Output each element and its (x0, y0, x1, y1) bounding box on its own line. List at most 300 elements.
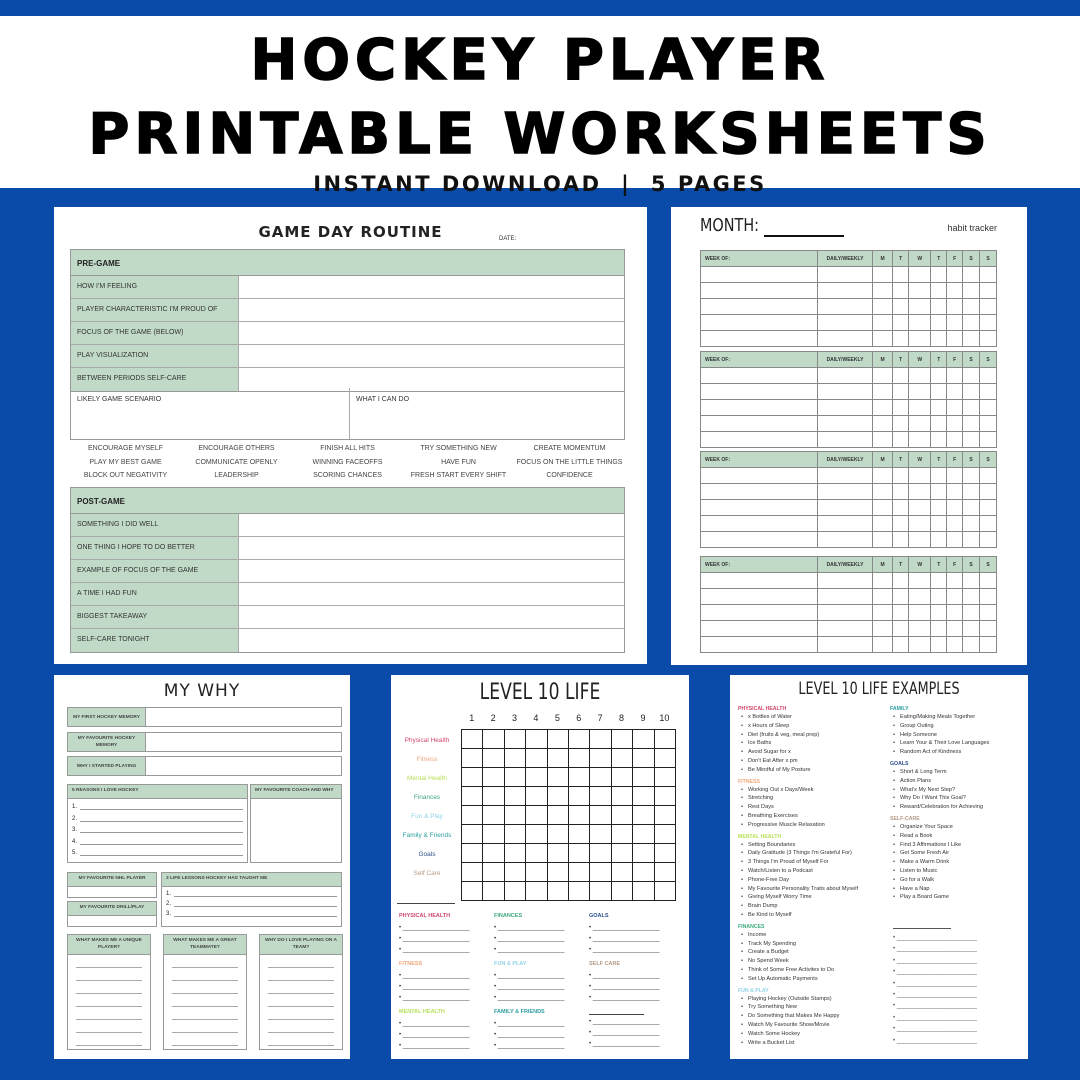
goal-bullet-line[interactable]: • ____________________ (494, 947, 565, 953)
grid-cell[interactable] (633, 768, 654, 787)
grid-cell[interactable] (568, 863, 589, 882)
checkbox-cell[interactable] (893, 532, 909, 548)
checkbox-cell[interactable] (893, 368, 909, 384)
checkbox-cell[interactable] (873, 416, 893, 432)
grid-cell[interactable] (611, 806, 632, 825)
grid-cell[interactable] (633, 787, 654, 806)
grid-cell[interactable] (483, 749, 504, 768)
reason-line[interactable] (72, 827, 243, 833)
goal-bullet-line[interactable]: • ____________________ (399, 973, 470, 979)
grid-cell[interactable] (483, 882, 504, 901)
habit-text-cell[interactable] (818, 621, 873, 637)
checkbox-cell[interactable] (893, 516, 909, 532)
checkbox-cell[interactable] (980, 621, 997, 637)
grid-cell[interactable] (590, 806, 611, 825)
lesson-line[interactable] (166, 911, 337, 917)
checkbox-cell[interactable] (931, 516, 947, 532)
grid-cell[interactable] (633, 749, 654, 768)
grid-cell[interactable] (547, 825, 568, 844)
checkbox-cell[interactable] (873, 368, 893, 384)
checkbox-cell[interactable] (893, 267, 909, 283)
grid-cell[interactable] (611, 882, 632, 901)
habit-text-cell[interactable] (818, 637, 873, 653)
grid-cell[interactable] (633, 844, 654, 863)
habit-text-cell[interactable] (818, 532, 873, 548)
checkbox-cell[interactable] (963, 432, 980, 448)
checkbox-cell[interactable] (931, 621, 947, 637)
checkbox-cell[interactable] (980, 484, 997, 500)
habit-text-cell[interactable] (701, 283, 818, 299)
checkbox-cell[interactable] (963, 331, 980, 347)
goal-bullet-line[interactable]: • ____________________ (399, 984, 470, 990)
goal-bullet-line[interactable]: • ____________________ (589, 1030, 660, 1036)
row-field[interactable] (239, 583, 624, 605)
grid-cell[interactable] (568, 844, 589, 863)
checkbox-cell[interactable] (947, 605, 963, 621)
checkbox-cell[interactable] (931, 637, 947, 653)
grid-cell[interactable] (526, 806, 547, 825)
grid-cell[interactable] (654, 863, 675, 882)
unique-player-section[interactable] (67, 934, 151, 1050)
checkbox-cell[interactable] (931, 573, 947, 589)
habit-text-cell[interactable] (818, 331, 873, 347)
grid-cell[interactable] (633, 863, 654, 882)
grid-cell[interactable] (654, 749, 675, 768)
checkbox-cell[interactable] (980, 416, 997, 432)
grid-cell[interactable] (590, 768, 611, 787)
grid-cell[interactable] (526, 863, 547, 882)
reason-line[interactable] (72, 804, 243, 810)
row-field[interactable] (239, 299, 624, 321)
grid-cell[interactable] (568, 730, 589, 749)
grid-cell[interactable] (462, 749, 483, 768)
checkbox-cell[interactable] (947, 621, 963, 637)
habit-text-cell[interactable] (818, 299, 873, 315)
checkbox-cell[interactable] (893, 468, 909, 484)
goal-bullet-line[interactable]: • ____________________ (589, 973, 660, 979)
checkbox-cell[interactable] (909, 605, 931, 621)
why-started-box[interactable] (67, 756, 342, 776)
habit-text-cell[interactable] (701, 621, 818, 637)
grid-cell[interactable] (590, 844, 611, 863)
blank-bullet-line[interactable]: • ________________________ (893, 980, 977, 987)
checkbox-cell[interactable] (893, 416, 909, 432)
grid-cell[interactable] (483, 825, 504, 844)
grid-cell[interactable] (462, 882, 483, 901)
grid-cell[interactable] (483, 844, 504, 863)
habit-text-cell[interactable] (701, 299, 818, 315)
grid-cell[interactable] (462, 863, 483, 882)
checkbox-cell[interactable] (980, 468, 997, 484)
checkbox-cell[interactable] (873, 432, 893, 448)
habit-text-cell[interactable] (818, 573, 873, 589)
checkbox-cell[interactable] (909, 283, 931, 299)
grid-cell[interactable] (547, 863, 568, 882)
grid-cell[interactable] (526, 844, 547, 863)
checkbox-cell[interactable] (873, 384, 893, 400)
checkbox-cell[interactable] (963, 400, 980, 416)
grid-cell[interactable] (654, 787, 675, 806)
checkbox-cell[interactable] (947, 573, 963, 589)
checkbox-cell[interactable] (980, 516, 997, 532)
habit-text-cell[interactable] (701, 400, 818, 416)
checkbox-cell[interactable] (909, 267, 931, 283)
checkbox-cell[interactable] (893, 589, 909, 605)
checkbox-cell[interactable] (931, 400, 947, 416)
grid-cell[interactable] (590, 882, 611, 901)
grid-cell[interactable] (590, 787, 611, 806)
checkbox-cell[interactable] (963, 416, 980, 432)
great-teammate-section[interactable] (163, 934, 247, 1050)
grid-cell[interactable] (462, 806, 483, 825)
habit-text-cell[interactable] (701, 516, 818, 532)
habit-text-cell[interactable] (701, 315, 818, 331)
checkbox-cell[interactable] (947, 331, 963, 347)
habit-text-cell[interactable] (818, 605, 873, 621)
habit-text-cell[interactable] (818, 400, 873, 416)
blank-bullet-line[interactable]: • ________________________ (893, 992, 977, 999)
checkbox-cell[interactable] (873, 484, 893, 500)
habit-text-cell[interactable] (701, 637, 818, 653)
checkbox-cell[interactable] (873, 468, 893, 484)
grid-cell[interactable] (654, 768, 675, 787)
blank-bullet-line[interactable]: • ________________________ (893, 1037, 977, 1044)
checkbox-cell[interactable] (963, 368, 980, 384)
checkbox-cell[interactable] (893, 432, 909, 448)
checkbox-cell[interactable] (947, 400, 963, 416)
goal-bullet-line[interactable]: • ____________________ (494, 1021, 565, 1027)
blank-bullet-line[interactable]: • ________________________ (893, 957, 977, 964)
checkbox-cell[interactable] (873, 637, 893, 653)
checkbox-cell[interactable] (963, 500, 980, 516)
checkbox-cell[interactable] (909, 637, 931, 653)
checkbox-cell[interactable] (873, 605, 893, 621)
goal-bullet-line[interactable]: • ____________________ (494, 984, 565, 990)
habit-text-cell[interactable] (818, 468, 873, 484)
checkbox-cell[interactable] (980, 267, 997, 283)
blank-bullet-line[interactable]: • ________________________ (893, 946, 977, 953)
row-field[interactable] (239, 322, 624, 344)
goal-bullet-line[interactable]: • ____________________ (494, 1043, 565, 1049)
grid-cell[interactable] (590, 749, 611, 768)
grid-cell[interactable] (462, 787, 483, 806)
grid-cell[interactable] (654, 825, 675, 844)
goal-bullet-line[interactable]: • ____________________ (399, 1043, 470, 1049)
habit-text-cell[interactable] (818, 484, 873, 500)
checkbox-cell[interactable] (963, 484, 980, 500)
checkbox-cell[interactable] (873, 573, 893, 589)
nhl-player-section[interactable] (67, 872, 157, 898)
checkbox-cell[interactable] (909, 500, 931, 516)
checkbox-cell[interactable] (963, 299, 980, 315)
grid-cell[interactable] (504, 787, 525, 806)
checkbox-cell[interactable] (963, 267, 980, 283)
blank-bullet-line[interactable]: • ________________________ (893, 1014, 977, 1021)
checkbox-cell[interactable] (947, 500, 963, 516)
habit-text-cell[interactable] (701, 500, 818, 516)
habit-text-cell[interactable] (701, 368, 818, 384)
drill-section[interactable] (67, 901, 157, 927)
month-input-line[interactable] (764, 235, 844, 237)
checkbox-cell[interactable] (931, 605, 947, 621)
habit-text-cell[interactable] (818, 516, 873, 532)
row-field[interactable] (239, 537, 624, 559)
grid-cell[interactable] (526, 730, 547, 749)
row-field[interactable] (239, 514, 624, 536)
checkbox-cell[interactable] (980, 573, 997, 589)
grid-cell[interactable] (483, 806, 504, 825)
checkbox-cell[interactable] (893, 605, 909, 621)
goal-bullet-line[interactable]: • ____________________ (399, 947, 470, 953)
goal-bullet-line[interactable]: • ____________________ (399, 936, 470, 942)
grid-cell[interactable] (504, 844, 525, 863)
grid-cell[interactable] (633, 806, 654, 825)
checkbox-cell[interactable] (963, 637, 980, 653)
habit-text-cell[interactable] (818, 368, 873, 384)
checkbox-cell[interactable] (963, 589, 980, 605)
checkbox-cell[interactable] (931, 331, 947, 347)
custom-header-line[interactable] (589, 1009, 644, 1015)
habit-text-cell[interactable] (701, 267, 818, 283)
checkbox-cell[interactable] (893, 573, 909, 589)
checkbox-cell[interactable] (980, 532, 997, 548)
checkbox-cell[interactable] (909, 299, 931, 315)
reason-line[interactable] (72, 816, 243, 822)
grid-cell[interactable] (547, 844, 568, 863)
checkbox-cell[interactable] (963, 621, 980, 637)
checkbox-cell[interactable] (980, 315, 997, 331)
habit-text-cell[interactable] (701, 589, 818, 605)
checkbox-cell[interactable] (931, 416, 947, 432)
grid-cell[interactable] (568, 749, 589, 768)
grid-cell[interactable] (633, 825, 654, 844)
checkbox-cell[interactable] (947, 315, 963, 331)
checkbox-cell[interactable] (931, 432, 947, 448)
grid-cell[interactable] (462, 730, 483, 749)
lesson-line[interactable] (166, 891, 337, 897)
checkbox-cell[interactable] (909, 400, 931, 416)
habit-text-cell[interactable] (701, 416, 818, 432)
checkbox-cell[interactable] (931, 484, 947, 500)
checkbox-cell[interactable] (931, 315, 947, 331)
checkbox-cell[interactable] (893, 500, 909, 516)
checkbox-cell[interactable] (963, 516, 980, 532)
checkbox-cell[interactable] (947, 283, 963, 299)
habit-text-cell[interactable] (818, 500, 873, 516)
checkbox-cell[interactable] (980, 589, 997, 605)
blank-bullet-line[interactable]: • ________________________ (893, 969, 977, 976)
habit-text-cell[interactable] (818, 416, 873, 432)
checkbox-cell[interactable] (931, 384, 947, 400)
grid-cell[interactable] (654, 730, 675, 749)
checkbox-cell[interactable] (947, 468, 963, 484)
grid-cell[interactable] (462, 844, 483, 863)
checkbox-cell[interactable] (931, 267, 947, 283)
goal-bullet-line[interactable]: • ____________________ (494, 925, 565, 931)
habit-text-cell[interactable] (701, 331, 818, 347)
goal-bullet-line[interactable]: • ____________________ (494, 973, 565, 979)
checkbox-cell[interactable] (873, 400, 893, 416)
grid-cell[interactable] (568, 825, 589, 844)
checkbox-cell[interactable] (947, 516, 963, 532)
checkbox-cell[interactable] (909, 368, 931, 384)
goal-bullet-line[interactable]: • ____________________ (589, 947, 660, 953)
grid-cell[interactable] (611, 768, 632, 787)
checkbox-cell[interactable] (947, 384, 963, 400)
habit-text-cell[interactable] (818, 315, 873, 331)
checkbox-cell[interactable] (963, 573, 980, 589)
checkbox-cell[interactable] (963, 283, 980, 299)
grid-cell[interactable] (611, 863, 632, 882)
grid-cell[interactable] (590, 863, 611, 882)
habit-text-cell[interactable] (701, 384, 818, 400)
blank-bullet-line[interactable]: • ________________________ (893, 1026, 977, 1033)
grid-cell[interactable] (483, 863, 504, 882)
favourite-memory-box[interactable] (67, 732, 342, 752)
checkbox-cell[interactable] (909, 573, 931, 589)
blank-bullet-line[interactable]: • ________________________ (893, 1003, 977, 1010)
checkbox-cell[interactable] (963, 384, 980, 400)
grid-cell[interactable] (654, 882, 675, 901)
checkbox-cell[interactable] (893, 283, 909, 299)
checkbox-cell[interactable] (963, 532, 980, 548)
checkbox-cell[interactable] (947, 637, 963, 653)
checkbox-cell[interactable] (963, 315, 980, 331)
goal-bullet-line[interactable]: • ____________________ (589, 995, 660, 1001)
checkbox-cell[interactable] (909, 468, 931, 484)
checkbox-cell[interactable] (931, 368, 947, 384)
row-field[interactable] (239, 560, 624, 582)
goal-bullet-line[interactable]: • ____________________ (589, 925, 660, 931)
grid-cell[interactable] (611, 749, 632, 768)
checkbox-cell[interactable] (980, 605, 997, 621)
checkbox-cell[interactable] (980, 283, 997, 299)
grid-cell[interactable] (611, 787, 632, 806)
checkbox-cell[interactable] (963, 468, 980, 484)
checkbox-cell[interactable] (893, 400, 909, 416)
checkbox-cell[interactable] (947, 416, 963, 432)
grid-cell[interactable] (568, 882, 589, 901)
checkbox-cell[interactable] (873, 283, 893, 299)
grid-cell[interactable] (547, 730, 568, 749)
checkbox-cell[interactable] (909, 532, 931, 548)
checkbox-cell[interactable] (931, 299, 947, 315)
goal-bullet-line[interactable]: • ____________________ (589, 936, 660, 942)
checkbox-cell[interactable] (980, 432, 997, 448)
checkbox-cell[interactable] (909, 589, 931, 605)
grid-cell[interactable] (462, 825, 483, 844)
grid-cell[interactable] (590, 730, 611, 749)
row-field[interactable] (239, 276, 624, 298)
checkbox-cell[interactable] (931, 468, 947, 484)
grid-cell[interactable] (483, 768, 504, 787)
grid-cell[interactable] (611, 844, 632, 863)
first-memory-box[interactable] (67, 707, 342, 727)
habit-text-cell[interactable] (701, 573, 818, 589)
checkbox-cell[interactable] (873, 299, 893, 315)
grid-cell[interactable] (504, 768, 525, 787)
checkbox-cell[interactable] (873, 621, 893, 637)
grid-cell[interactable] (526, 749, 547, 768)
custom-header-line[interactable] (893, 928, 951, 929)
grid-cell[interactable] (504, 730, 525, 749)
checkbox-cell[interactable] (893, 299, 909, 315)
checkbox-cell[interactable] (909, 621, 931, 637)
checkbox-cell[interactable] (931, 500, 947, 516)
habit-text-cell[interactable] (818, 267, 873, 283)
checkbox-cell[interactable] (893, 484, 909, 500)
grid-cell[interactable] (504, 863, 525, 882)
grid-cell[interactable] (547, 768, 568, 787)
grid-cell[interactable] (568, 768, 589, 787)
rating-grid[interactable] (461, 729, 676, 901)
grid-cell[interactable] (526, 825, 547, 844)
checkbox-cell[interactable] (893, 384, 909, 400)
checkbox-cell[interactable] (947, 589, 963, 605)
checkbox-cell[interactable] (893, 331, 909, 347)
checkbox-cell[interactable] (947, 532, 963, 548)
habit-text-cell[interactable] (701, 468, 818, 484)
grid-cell[interactable] (611, 825, 632, 844)
checkbox-cell[interactable] (980, 500, 997, 516)
checkbox-cell[interactable] (893, 621, 909, 637)
grid-cell[interactable] (568, 806, 589, 825)
checkbox-cell[interactable] (963, 605, 980, 621)
lesson-line[interactable] (166, 901, 337, 907)
goal-bullet-line[interactable]: • ____________________ (494, 995, 565, 1001)
goal-bullet-line[interactable]: • ____________________ (494, 1032, 565, 1038)
checkbox-cell[interactable] (893, 315, 909, 331)
grid-cell[interactable] (654, 844, 675, 863)
checkbox-cell[interactable] (909, 315, 931, 331)
grid-cell[interactable] (526, 882, 547, 901)
checkbox-cell[interactable] (909, 432, 931, 448)
goal-bullet-line[interactable]: • ____________________ (494, 936, 565, 942)
checkbox-cell[interactable] (893, 637, 909, 653)
grid-cell[interactable] (590, 825, 611, 844)
grid-cell[interactable] (483, 787, 504, 806)
checkbox-cell[interactable] (980, 400, 997, 416)
grid-cell[interactable] (462, 768, 483, 787)
checkbox-cell[interactable] (873, 532, 893, 548)
habit-text-cell[interactable] (701, 532, 818, 548)
coach-section[interactable] (250, 784, 342, 863)
checkbox-cell[interactable] (873, 500, 893, 516)
grid-cell[interactable] (547, 749, 568, 768)
row-field[interactable] (239, 629, 624, 652)
habit-text-cell[interactable] (701, 605, 818, 621)
grid-cell[interactable] (526, 787, 547, 806)
grid-cell[interactable] (483, 730, 504, 749)
grid-cell[interactable] (633, 730, 654, 749)
goal-bullet-line[interactable]: • ____________________ (589, 1019, 660, 1025)
checkbox-cell[interactable] (873, 315, 893, 331)
grid-cell[interactable] (547, 806, 568, 825)
checkbox-cell[interactable] (980, 299, 997, 315)
love-playing-section[interactable] (259, 934, 343, 1050)
checkbox-cell[interactable] (931, 532, 947, 548)
habit-text-cell[interactable] (818, 384, 873, 400)
checkbox-cell[interactable] (947, 484, 963, 500)
checkbox-cell[interactable] (909, 484, 931, 500)
goal-bullet-line[interactable]: • ____________________ (399, 1032, 470, 1038)
checkbox-cell[interactable] (947, 299, 963, 315)
checkbox-cell[interactable] (873, 331, 893, 347)
grid-cell[interactable] (568, 787, 589, 806)
grid-cell[interactable] (547, 882, 568, 901)
checkbox-cell[interactable] (980, 384, 997, 400)
grid-cell[interactable] (611, 730, 632, 749)
